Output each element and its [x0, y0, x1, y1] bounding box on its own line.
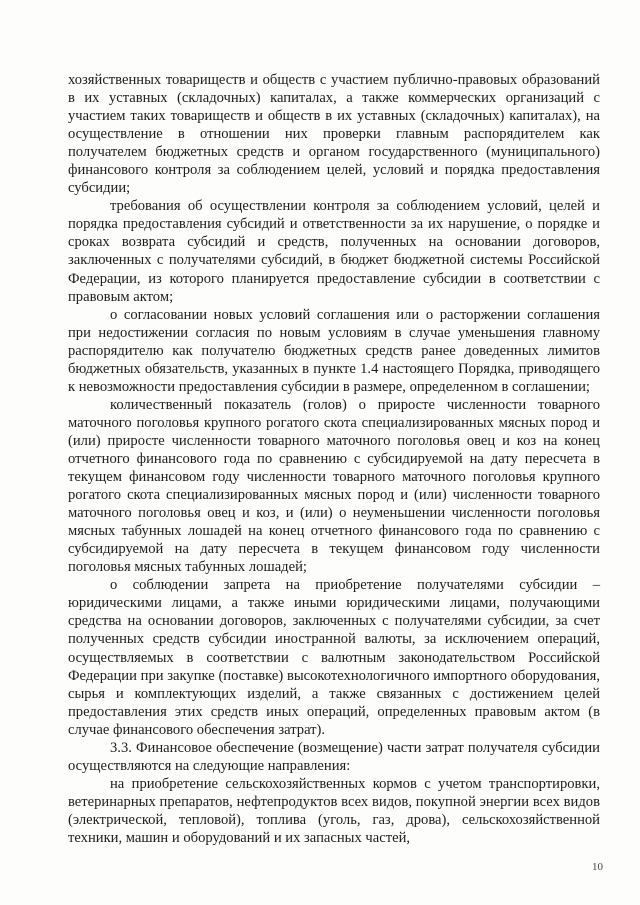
document-body: [68, 71, 600, 847]
paragraph-2: требования об осуществлении контроля за соблюдением условий, целей и порядка предоставления субсидий и ответственности за их нарушение, о порядке и сроках возврата субсидий и средств, полученных на основании договоров, заключенных с получателями субсидий, в бюджет бюджетной системы Российской Федерации, из которого планируется предоставление субсидии в соответствии с правовым актом;: [68, 198, 600, 305]
paragraph-7: на приобретение сельскохозяйственных кормов с учетом транспортировки, ветеринарных препаратов, нефтепродуктов всех видов, покупной энергии всех видов (электрической, тепловой), топлива (уголь, газ, дрова), сельскохозяйственной техники, машин и оборудований и их запасных частей,: [68, 775, 600, 846]
paragraph-3: о согласовании новых условий соглашения или о расторжении соглашения при недостижении согласия по новым условиям в случае уменьшения главному распорядителю как получателю бюджетных средств ранее доведенных лимитов бюджетных обязательств, указанных в пункте 1.4 настоящего Порядка, приводящего к невозможности предоставления субсидии в размере, определенном в соглашении;: [68, 306, 600, 395]
paragraph-1: хозяйственных товариществ и обществ с участием публично-правовых образований в их уставных (складочных) капиталах, а также коммерческих организаций с участием таких товариществ и обществ в их уставных (складочных) капиталах), на осуществление в отношении них проверки главным распорядителем как получателем бюджетных средств и органом государственного (муниципального) финансового контроля за соблюдением целей, условий и порядка предоставления субсидии;: [68, 72, 600, 197]
page-number: 10: [592, 861, 603, 873]
paragraph-4: количественный показатель (голов) о приросте численности товарного маточного поголовья крупного рогатого скота специализированных мясных пород и (или) приросте численности товарного маточного поголовья овец и коз на конец отчетного финансового года по сравнению с субсидируемой на дату пересчета в текущем финансовом году численности товарного маточного поголовья крупного рогатого скота специализированных мясных пород и (или) численности товарного маточного поголовья овец и коз, и (или) о неуменьшении численности поголовья мясных табунных лошадей на конец отчетного финансового года по сравнению с субсидируемой на дату пересчета в текущем финансовом году численности поголовья мясных табунных лошадей;: [68, 396, 600, 576]
paragraph-6-section-3-3: 3.3. Финансовое обеспечение (возмещение) части затрат получателя субсидии осуществляются на следующие направления:: [68, 739, 600, 774]
paragraph-5: о соблюдении запрета на приобретение получателями субсидии – юридическими лицами, а также иными юридическими лицами, получающими средства на основании договоров, заключенных с получателями субсидии, за счет полученных средств субсидии иностранной валюты, за исключением операций, осуществляемых в соответствии с валютным законодательством Российской Федерации при закупке (поставке) высокотехнологичного импортного оборудования, сырья и комплектующих изделий, а также связанных с достижением целей предоставления этих средств иных операций, определенных правовым актом (в случае финансового обеспечения затрат).: [68, 577, 600, 738]
